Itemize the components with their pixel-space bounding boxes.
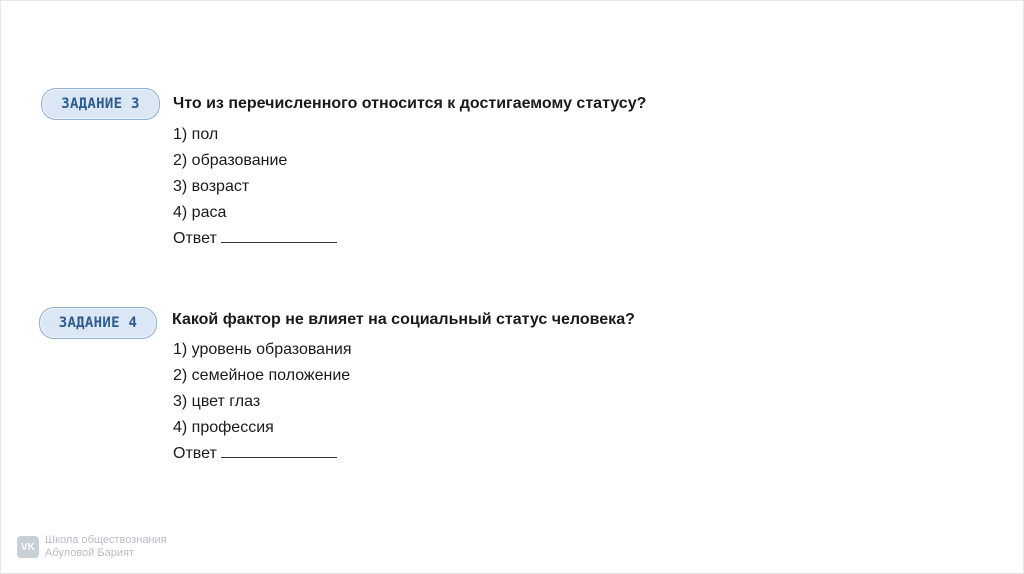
options-list — [173, 337, 352, 467]
task-badge-label: ЗАДАНИЕ 4 — [58, 315, 138, 331]
task-badge — [39, 307, 157, 339]
answer-row — [173, 226, 337, 252]
question-title: Какой фактор не влияет на социальный статус человека? — [172, 311, 635, 328]
option-item: 3) возраст — [173, 178, 250, 195]
option-item: 4) раса — [173, 204, 227, 221]
option-item: 2) образование — [173, 152, 288, 169]
task-badge — [41, 88, 160, 120]
question-title: Что из перечисленного относится к достигаемому статусу? — [173, 95, 647, 112]
option-item: 4) профессия — [173, 419, 274, 436]
option-item: 1) пол — [173, 126, 219, 143]
answer-blank-line[interactable] — [221, 226, 337, 243]
option-item: 1) уровень образования — [173, 341, 352, 358]
answer-row — [173, 441, 352, 467]
answer-label: Ответ — [173, 230, 217, 247]
options-list — [173, 122, 337, 252]
footer-line-2: Абуловой Барият — [45, 547, 134, 559]
vk-logo-icon: VK — [17, 536, 39, 558]
footer-watermark — [17, 534, 167, 560]
footer-line-1: Школа обществознания — [45, 534, 167, 546]
answer-blank-line[interactable] — [221, 441, 337, 458]
footer-text — [45, 534, 167, 560]
answer-label: Ответ — [173, 445, 217, 462]
task-badge-label: ЗАДАНИЕ 3 — [61, 96, 140, 112]
option-item: 3) цвет глаз — [173, 393, 261, 410]
option-item: 2) семейное положение — [173, 367, 351, 384]
